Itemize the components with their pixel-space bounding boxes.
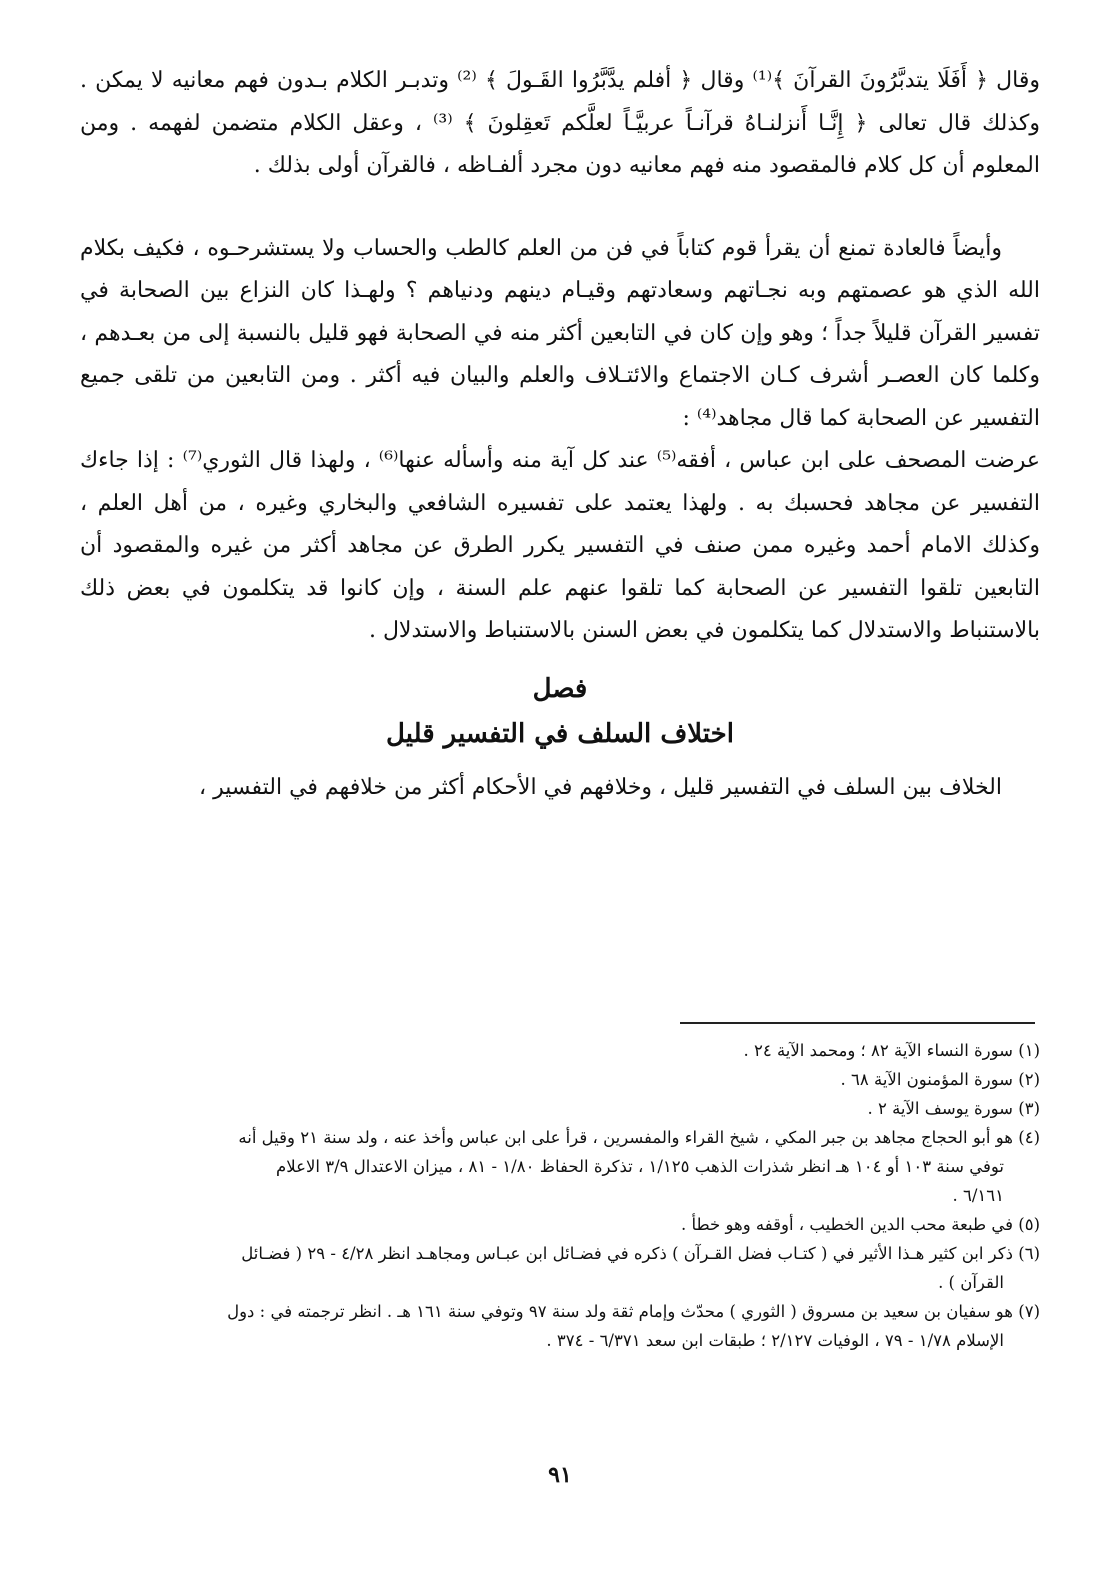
page-number: ٩١ [548, 1462, 572, 1488]
section-subtitle: اختلاف السلف في التفسير قليل [386, 718, 734, 749]
footnote-line: (٤) هو أبو الحجاج مجاهد بن جبر المكي ، شيخ القراء والمفسرين ، قرأ على ابن عباس وأخذ عنه ، ولد سنة ٢١ وقيل أنه [238, 1128, 1040, 1147]
footnote-line: توفي سنة ١٠٣ أو ١٠٤ هـ انظر شذرات الذهب ١/١٢٥ ، تذكرة الحفاظ ١/٨٠ - ٨١ ، ميزان الاعتدال ٣/٩ الاعلام [276, 1157, 1004, 1176]
footnote-line: الإسلام ١/٧٨ - ٧٩ ، الوفيات ٢/١٢٧ ؛ طبقات ابن سعد ٦/٣٧١ - ٣٧٤ . [546, 1331, 1004, 1350]
paragraph-1: وقال ﴿ أَفَلَا يتدبَّرُونَ القرآنَ ﴾⁽¹⁾ وقال ﴿ أفلم يدَّبَّرُوا القَـولَ ﴾ ⁽²⁾ وتدبـر الكلام بـدون فهم معانيه لا يمكن . وكذلك قال تعالى ﴿ إِنَّـا أَنزلنـاهُ قرآنـاً عربيَّـاً لعلَّكم تَعقِلونَ ﴾ ⁽³⁾ ، وعقل الكلام متضمن لفهمه . ومن المعلوم أن كل كلام فالمقصود منه فهم معانيه دون مجرد ألفـاظه ، فالقرآن أولى بذلك . [80, 68, 1041, 178]
footnote-3 [80, 1094, 1040, 1123]
footnote-1 [80, 1036, 1040, 1065]
footnote-6 [80, 1239, 1040, 1297]
footnote-2 [80, 1065, 1040, 1094]
footnote-line: (٦) ذكر ابن كثير هـذا الأثير في ( كتـاب فضل القـرآن ) ذكره في فضـائل ابن عبـاس ومجاهـد انظر ٤/٢٨ - ٢٩ ( فضـائل [241, 1244, 1040, 1263]
paragraph-2: وأيضاً فالعادة تمنع أن يقرأ قوم كتاباً في فن من العلم كالطب والحساب ولا يستشرحـوه ، فكيف بكلام الله الذي هو عصمتهم وبه نجـاتهم وسعادتهم وقيـام دينهم ودنياهم ؟ ولهـذا كان النزاع بين الصحابة في تفسير القرآن قليلاً جداً ؛ وهو وإن كان في التابعين أكثر منه في الصحابة فهو قليل بالنسبة إلى من بعـدهم ، وكلما كان العصـر أشرف كـان الاجتماع والائتـلاف والعلم والبيان فيه أكثر . ومن التابعين من تلقى جميع التفسير عن الصحابة كما قال مجاهد⁽⁴⁾ : [80, 235, 1040, 431]
footnote-divider [680, 1022, 1035, 1024]
footnote-line: (٣) سورة يوسف الآية ٢ . [867, 1099, 1040, 1118]
footnote-line: (١) سورة النساء الآية ٨٢ ؛ ومحمد الآية ٢٤ . [743, 1041, 1040, 1060]
footnotes [80, 1036, 1040, 1355]
footnote-line: (٥) في طبعة محب الدين الخطيب ، أوقفه وهو خطأ . [680, 1215, 1040, 1234]
footnote-line: ٦/١٦١ . [952, 1186, 1004, 1205]
section-heading: فصل [532, 673, 588, 704]
footnote-4 [80, 1123, 1040, 1210]
footnote-5 [80, 1210, 1040, 1239]
footnote-line: (٧) هو سفيان بن سعيد بن مسروق ( الثوري ) محدّث وإمام ثقة ولد سنة ٩٧ وتوفي سنة ١٦١ هـ . انظر ترجمته في : دول [227, 1302, 1040, 1321]
section-paragraph: الخلاف بين السلف في التفسير قليل ، وخلافهم في الأحكام أكثر من خلافهم في التفسير ، [199, 774, 1002, 800]
paragraph-3: عرضت المصحف على ابن عباس ، أفقه⁽⁵⁾ عند كل آية منه وأسأله عنها⁽⁶⁾ ، ولهذا قال الثوري⁽⁷⁾ : إذا جاءك التفسير عن مجاهد فحسبك به . ولهذا يعتمد على تفسيره الشافعي والبخاري وغيره ، من أهل العلم ، وكذلك الامام أحمد وغيره ممن صنف في التفسير يكرر الطرق عن مجاهد أكثر من غيره والمقصود أن التابعين تلقوا التفسير عن الصحابة كما تلقوا عنهم علم السنة ، وإن كانوا قد يتكلمون في بعض ذلك بالاستنباط والاستدلال كما يتكلمون في بعض السنن بالاستنباط والاستدلال . [80, 448, 1040, 643]
footnote-7 [80, 1297, 1040, 1355]
footnote-line: (٢) سورة المؤمنون الآية ٦٨ . [840, 1070, 1040, 1089]
page-body [80, 60, 1040, 809]
footnote-line: القرآن ) . [938, 1273, 1004, 1292]
